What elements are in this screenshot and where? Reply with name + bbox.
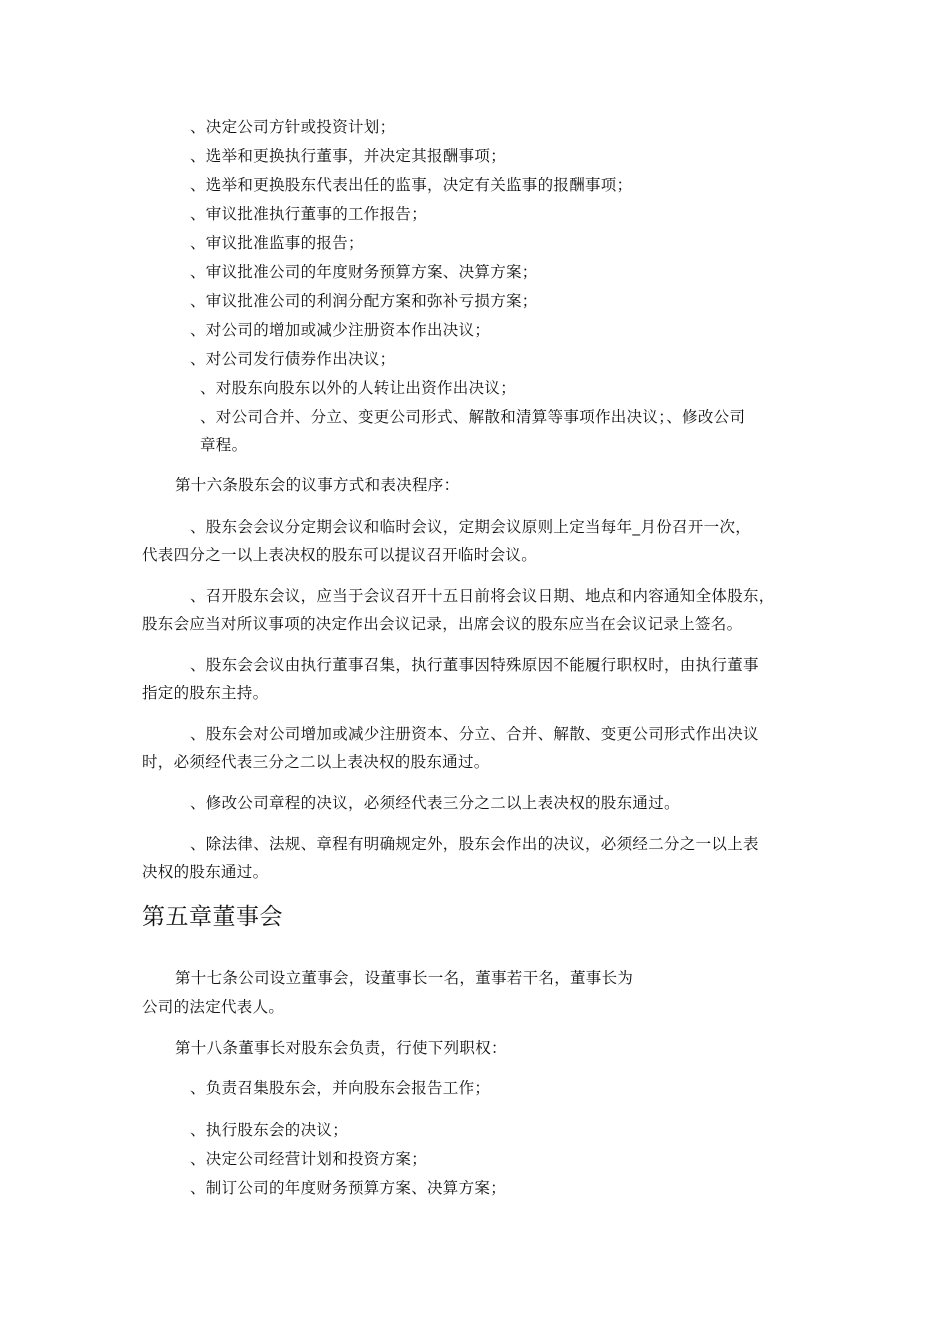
list-item: 、对公司的增加或减少注册资本作出决议； — [190, 321, 491, 339]
paragraph-line: 、股东会对公司增加或减少注册资本、分立、合并、解散、变更公司形式作出决议 — [190, 725, 759, 743]
list-item: 、对公司发行债券作出决议； — [190, 350, 396, 368]
paragraph-line: 、除法律、法规、章程有明确规定外，股东会作出的决议，必须经二分之一以上表 — [190, 835, 759, 853]
list-item: 章程。 — [200, 436, 248, 454]
paragraph-line: 、股东会会议由执行董事召集，执行董事因特殊原因不能履行职权时，由执行董事 — [190, 656, 759, 674]
list-item: 、负责召集股东会，并向股东会报告工作； — [190, 1079, 491, 1097]
paragraph-line: 公司的法定代表人。 — [142, 998, 285, 1016]
article-title: 第十八条董事长对股东会负责，行使下列职权： — [175, 1039, 507, 1057]
article-title: 第十六条股东会的议事方式和表决程序： — [175, 476, 460, 494]
paragraph-line: 股东会应当对所议事项的决定作出会议记录，出席会议的股东应当在会议记录上签名。 — [142, 615, 743, 633]
paragraph-line: 、修改公司章程的决议，必须经代表三分之二以上表决权的股东通过。 — [190, 794, 680, 812]
paragraph-line: 、股东会会议分定期会议和临时会议，定期会议原则上定当每年_月份召开一次， — [190, 518, 752, 536]
list-item: 、审议批准监事的报告； — [190, 234, 364, 252]
list-item: 、决定公司经营计划和投资方案； — [190, 1150, 428, 1168]
list-item: 、执行股东会的决议； — [190, 1121, 349, 1139]
paragraph-line: 指定的股东主持。 — [142, 684, 269, 702]
list-item: 、审议批准执行董事的工作报告； — [190, 205, 428, 223]
chapter-heading: 第五章董事会 — [142, 904, 283, 930]
paragraph-line: 、召开股东会议，应当于会议召开十五日前将会议日期、地点和内容通知全体股东， — [190, 587, 775, 605]
list-item: 、审议批准公司的年度财务预算方案、决算方案； — [190, 263, 538, 281]
list-item: 、对股东向股东以外的人转让出资作出决议； — [200, 379, 517, 397]
list-item: 、制订公司的年度财务预算方案、决算方案； — [190, 1179, 507, 1197]
list-item: 、决定公司方针或投资计划； — [190, 118, 396, 136]
list-item: 、选举和更换执行董事，并决定其报酬事项； — [190, 147, 507, 165]
paragraph-line: 代表四分之一以上表决权的股东可以提议召开临时会议。 — [142, 546, 538, 564]
list-item: 、选举和更换股东代表出任的监事，决定有关监事的报酬事项； — [190, 176, 633, 194]
list-item: 、对公司合并、分立、变更公司形式、解散和清算等事项作出决议；、修改公司 — [200, 408, 746, 426]
list-item: 、审议批准公司的利润分配方案和弥补亏损方案； — [190, 292, 538, 310]
paragraph-line: 时，必须经代表三分之二以上表决权的股东通过。 — [142, 753, 490, 771]
paragraph-line: 第十七条公司设立董事会，设董事长一名，董事若干名，董事长为 — [175, 969, 634, 987]
paragraph-line: 决权的股东通过。 — [142, 863, 269, 881]
